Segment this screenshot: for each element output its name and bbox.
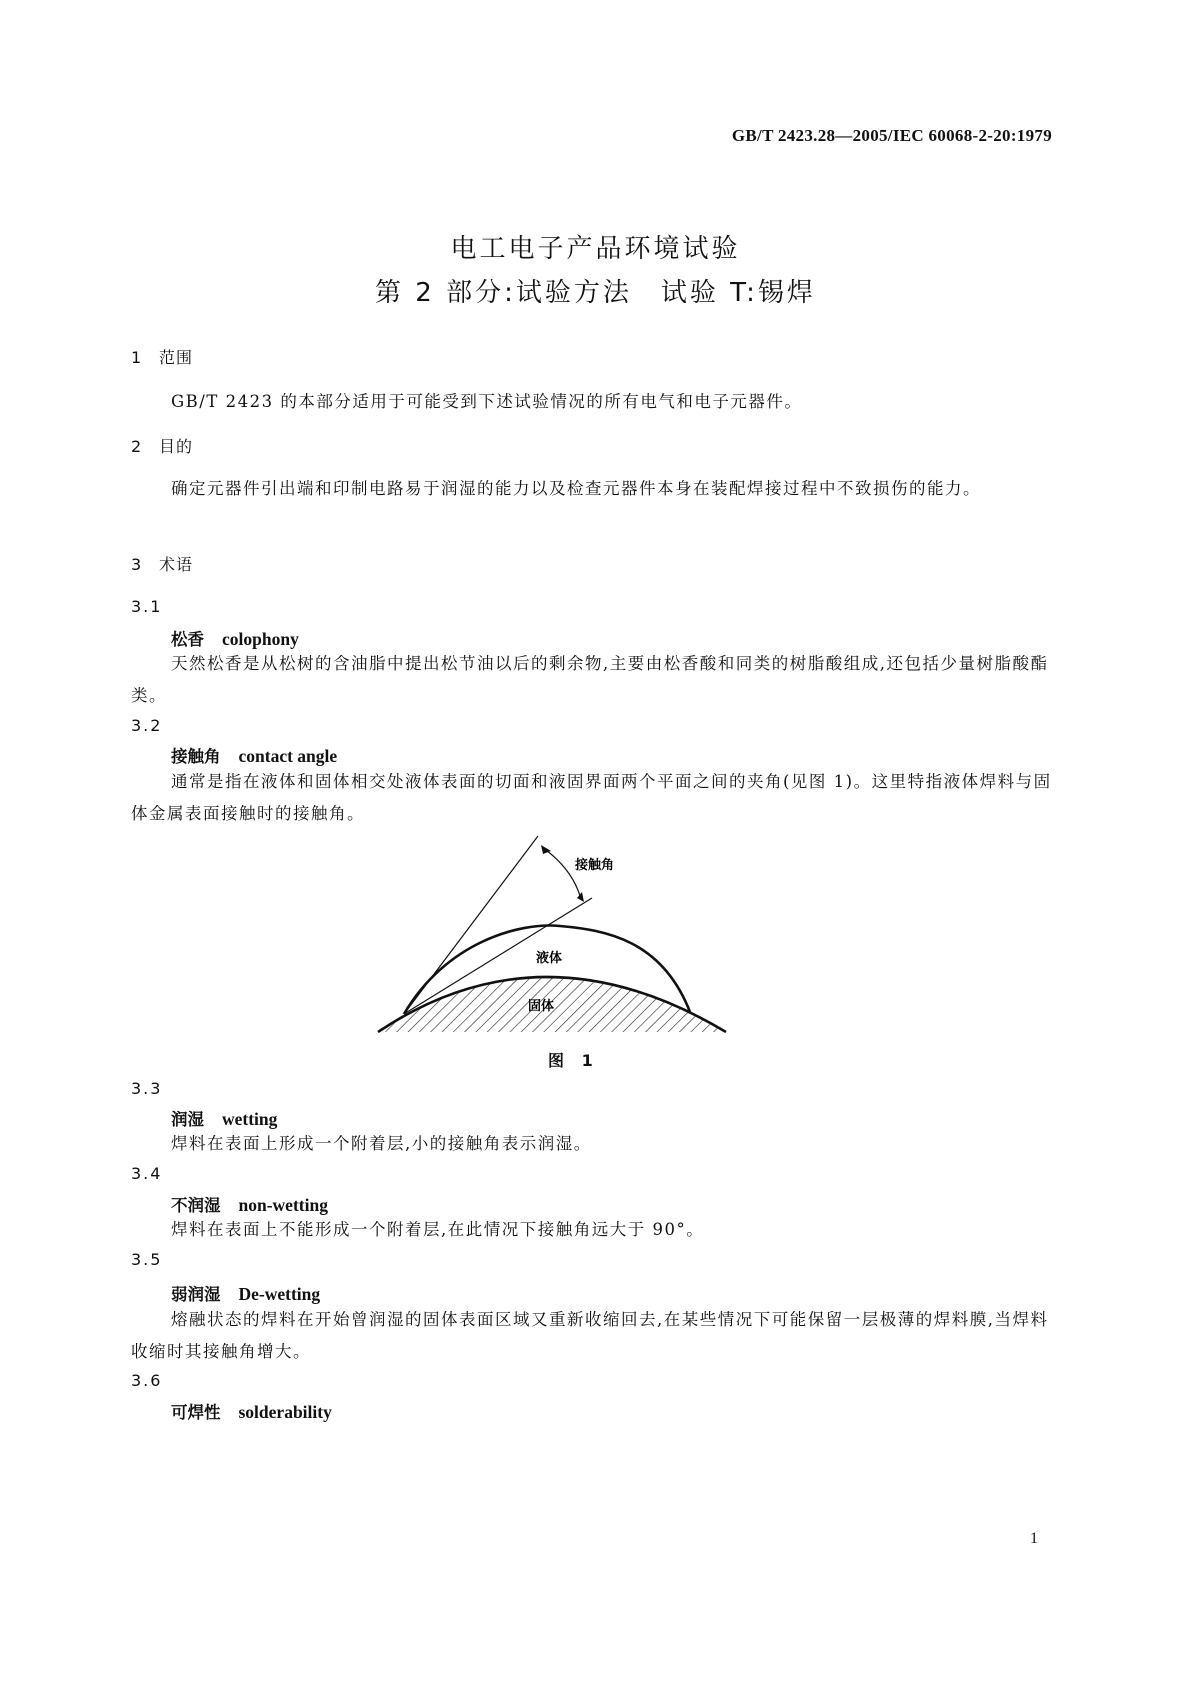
term-zh: 弱润湿 bbox=[171, 1285, 221, 1304]
term-definition: 焊料在表面上形成一个附着层,小的接触角表示润湿。 bbox=[171, 1134, 592, 1153]
term-en: contact angle bbox=[238, 746, 338, 766]
term-number: 3.2 bbox=[131, 716, 163, 735]
term-en: De-wetting bbox=[238, 1284, 321, 1304]
term-name-colophony bbox=[171, 626, 299, 650]
section-number: 3 bbox=[131, 555, 143, 574]
term-name-de-wetting bbox=[171, 1281, 320, 1305]
section-heading-terms bbox=[131, 552, 193, 575]
term-number: 3.5 bbox=[131, 1250, 163, 1269]
page-number: 1 bbox=[1030, 1530, 1038, 1547]
term-name-wetting bbox=[171, 1106, 277, 1130]
term-zh: 可焊性 bbox=[171, 1403, 221, 1422]
term-number: 3.3 bbox=[131, 1079, 163, 1098]
angle-arc bbox=[546, 850, 580, 896]
term-name-contact-angle bbox=[171, 743, 337, 767]
label-liquid: 液体 bbox=[536, 951, 563, 966]
section-body-scope: GB/T 2423 的本部分适用于可能受到下述试验情况的所有电气和电子元器件。 bbox=[171, 392, 803, 411]
contact-angle-figure bbox=[370, 832, 740, 1042]
term-zh: 接触角 bbox=[171, 747, 221, 766]
document-title-line2: 第 2 部分:试验方法 试验 T:锡焊 bbox=[375, 278, 816, 308]
term-number: 3.1 bbox=[131, 597, 163, 616]
term-number: 3.4 bbox=[131, 1164, 163, 1183]
section-title: 目的 bbox=[159, 437, 194, 456]
label-contact-angle: 接触角 bbox=[575, 858, 615, 873]
term-name-non-wetting bbox=[171, 1192, 328, 1216]
term-zh: 润湿 bbox=[171, 1110, 204, 1129]
section-number: 1 bbox=[131, 348, 143, 367]
term-name-solderability bbox=[171, 1399, 332, 1423]
section-title: 术语 bbox=[159, 555, 194, 574]
document-title-line1: 电工电子产品环境试验 bbox=[450, 234, 741, 264]
label-solid: 固体 bbox=[528, 999, 555, 1014]
section-heading-scope bbox=[131, 345, 193, 368]
section-heading-purpose bbox=[131, 434, 193, 457]
standard-code: GB/T 2423.28—2005/IEC 60068-2-20:1979 bbox=[731, 126, 1052, 145]
section-number: 2 bbox=[131, 437, 143, 456]
term-zh: 不润湿 bbox=[171, 1196, 221, 1215]
term-number: 3.6 bbox=[131, 1371, 163, 1390]
arrow-head-bottom bbox=[577, 892, 584, 902]
term-en: solderability bbox=[238, 1402, 332, 1422]
term-zh: 松香 bbox=[171, 630, 204, 649]
term-definition: 天然松香是从松树的含油脂中提出松节油以后的剩余物,主要由松香酸和同类的树脂酸组成,还包括少量树脂酸酯类。 bbox=[131, 654, 1049, 705]
term-definition: 熔融状态的焊料在开始曾润湿的固体表面区域又重新收缩回去,在某些情况下可能保留一层极薄的焊料膜,当焊料收缩时其接触角增大。 bbox=[131, 1310, 1049, 1361]
section-body-purpose: 确定元器件引出端和印制电路易于润湿的能力以及检查元器件本身在装配焊接过程中不致损伤的能力。 bbox=[171, 479, 981, 498]
section-title: 范围 bbox=[159, 348, 194, 367]
term-en: colophony bbox=[222, 629, 299, 649]
figure-caption: 图 1 bbox=[548, 1051, 599, 1070]
term-definition: 通常是指在液体和固体相交处液体表面的切面和液固界面两个平面之间的夹角(见图 1)。这里特指液体焊料与固体金属表面接触时的接触角。 bbox=[131, 772, 1052, 823]
term-definition: 焊料在表面上不能形成一个附着层,在此情况下接触角远大于 90°。 bbox=[171, 1220, 705, 1239]
term-en: non-wetting bbox=[238, 1195, 328, 1215]
term-en: wetting bbox=[222, 1109, 278, 1129]
